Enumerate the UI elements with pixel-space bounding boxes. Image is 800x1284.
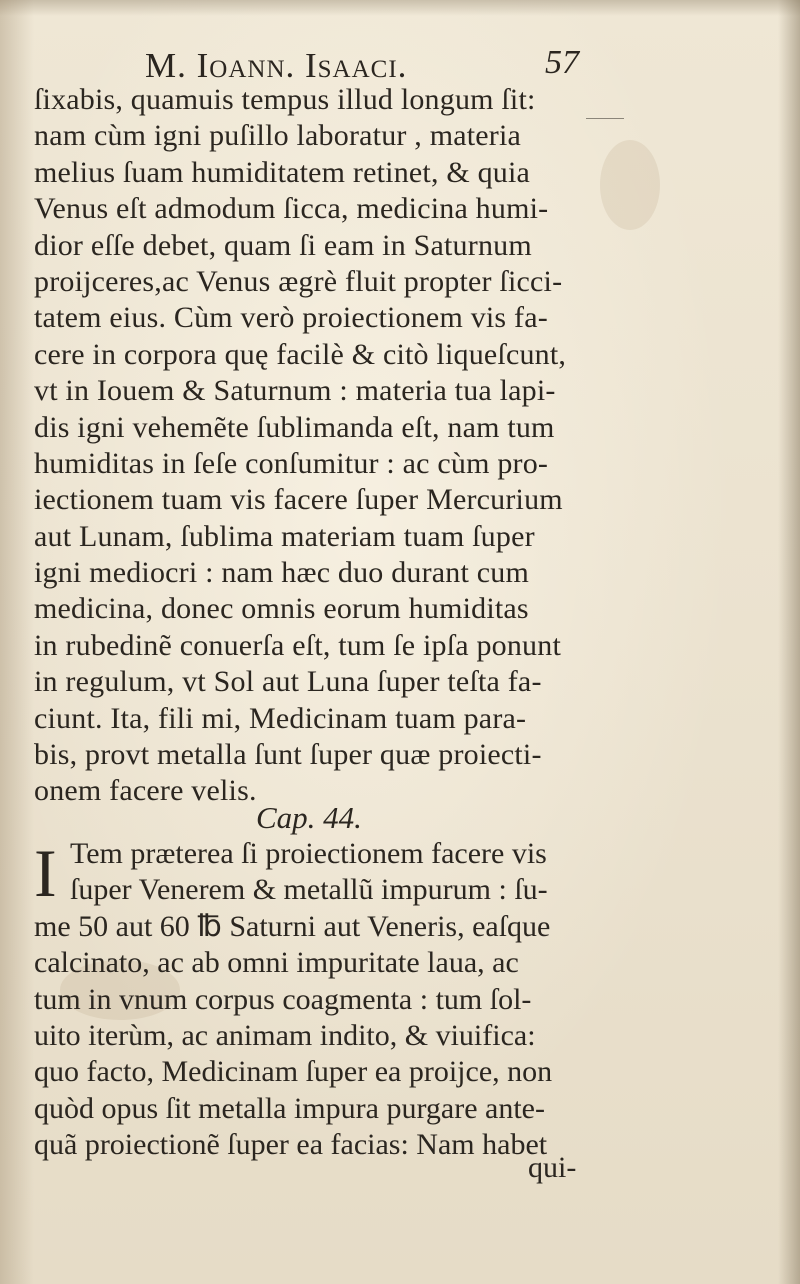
text-line: bis, provt metalla ſunt ſuper quæ proiecti- (34, 738, 542, 772)
text-line: iectionem tuam vis facere ſuper Mercurium (34, 483, 563, 517)
page-edge-shadow-top (0, 0, 800, 16)
text-line: ciunt. Ita, fili mi, Medicinam tuam para- (34, 701, 527, 735)
running-head (0, 40, 800, 86)
text-line: proijceres,ac Venus ægrè fluit propter ſicci- (34, 264, 563, 298)
text-line: humiditas in ſeſe conſumitur : ac cùm pro- (34, 446, 549, 480)
text-line: vt in Iouem & Saturnum : materia tua lapi- (34, 374, 556, 408)
text-line: cere in corpora quę facilè & citò liqueſcunt, (34, 337, 567, 371)
drop-cap: I (34, 835, 57, 911)
text-line: tum in vnum corpus coagmenta : tum ſol- (34, 982, 532, 1016)
page-number: 57 (545, 44, 579, 81)
text-line: ſixabis, quamuis tempus illud longum ſit: (34, 83, 536, 116)
text-line: quo facto, Medicinam ſuper ea proijce, non (34, 1055, 553, 1089)
page-edge-shadow-left (0, 0, 34, 1284)
text-line: uito iterùm, ac animam indito, & viuifica: (34, 1018, 536, 1052)
main-paragraph (34, 82, 624, 810)
text-line: onem facere velis. (34, 774, 257, 808)
text-line: melius ſuam humiditatem retinet, & quia (34, 155, 531, 189)
page-edge-shadow-right (778, 0, 800, 1284)
text-line: tatem eius. Cùm verò proiectionem vis fa- (34, 301, 548, 335)
text-line: quã proiectionẽ ſuper ea facias: Nam habet (34, 1128, 548, 1162)
text-line: dior eſſe debet, quam ſi eam in Saturnum (34, 228, 532, 262)
chapter-paragraph (34, 836, 634, 1164)
text-line: nam cùm igni puſillo laboratur , materia (34, 119, 522, 153)
text-line: aut Lunam, ſublima materiam tuam ſuper (34, 519, 535, 553)
text-line: calcinato, ac ab omni impuritate laua, ac (34, 946, 519, 980)
text-line: igni mediocri : nam hæc duo durant cum (34, 556, 529, 590)
text-line: me 50 aut 60 ℔ Saturni aut Veneris, eaſque (34, 909, 551, 943)
text-line: medicina, donec omnis eorum humiditas (34, 592, 529, 626)
text-line: quòd opus ſit metalla impura purgare ante- (34, 1091, 545, 1125)
text-line: in rubedinẽ conuerſa eſt, tum ſe ipſa ponunt (34, 628, 561, 662)
chapter-heading: Cap. 44. (256, 800, 362, 835)
text-line: dis igni vehemẽte ſublimanda eſt, nam tum (34, 410, 555, 444)
text-line: Venus eſt admodum ſicca, medicina humi- (34, 192, 549, 226)
text-line: in regulum, vt Sol aut Luna ſuper teſta fa- (34, 665, 542, 699)
text-line: ſuper Venerem & metallũ impurum : ſu- (70, 873, 548, 907)
catchword: qui- (528, 1151, 577, 1184)
text-line: Tem præterea ſi proiectionem facere vis (70, 837, 547, 870)
running-head-title: M. Ioann. Isaaci. (145, 46, 408, 85)
